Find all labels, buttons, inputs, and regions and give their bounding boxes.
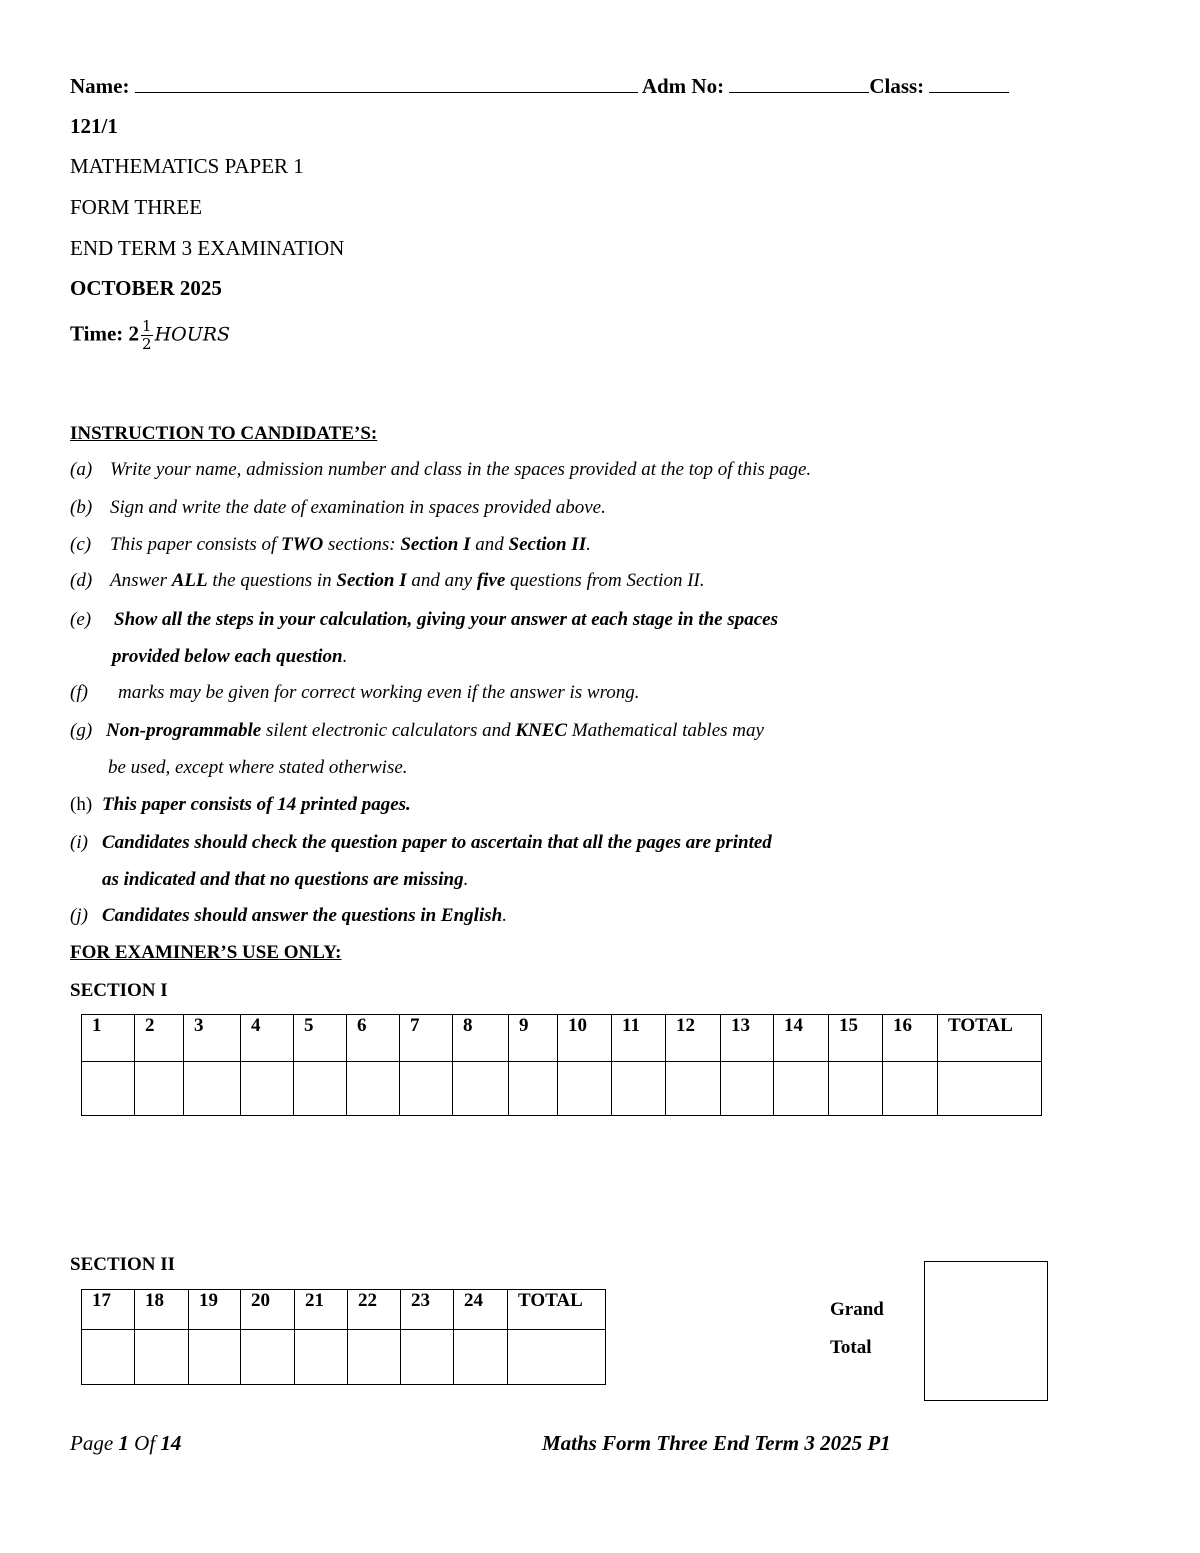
instruction-f <box>70 682 640 704</box>
instruction-c-text-1: This paper consists of <box>110 534 282 555</box>
instruction-h <box>70 794 411 816</box>
instruction-e-cont <box>112 646 347 668</box>
section1-header-cell: 11 <box>612 1015 666 1062</box>
section1-table <box>81 1014 1042 1116</box>
instruction-d-text-2: the questions in <box>207 570 337 591</box>
instruction-d-text-1: Answer <box>110 570 172 591</box>
section2-header-cell: 18 <box>135 1290 189 1330</box>
name-field[interactable] <box>135 76 638 93</box>
instruction-d-label: (d) <box>70 570 93 591</box>
instruction-f-label: (f) <box>70 682 88 703</box>
instruction-c <box>70 534 591 556</box>
section1-header-cell: 4 <box>241 1015 294 1062</box>
instruction-j-end: . <box>502 905 507 926</box>
section1-header-cell: 5 <box>294 1015 347 1062</box>
section2-mark-cell[interactable] <box>401 1330 454 1385</box>
page-current: 1 <box>118 1431 129 1455</box>
instruction-c-label: (c) <box>70 534 92 555</box>
instruction-b <box>70 497 606 519</box>
section1-header-cell: 15 <box>829 1015 883 1062</box>
instruction-i-end: . <box>463 869 469 890</box>
section1-header-cell: 1 <box>82 1015 135 1062</box>
section1-mark-cell[interactable] <box>883 1062 938 1116</box>
section2-table <box>81 1289 606 1385</box>
examiner-heading: FOR EXAMINER’S USE ONLY: <box>70 942 342 963</box>
section1-header-cell: 12 <box>666 1015 721 1062</box>
section2-label: SECTION II <box>70 1254 176 1275</box>
section1-mark-cell[interactable] <box>558 1062 612 1116</box>
instruction-g-label: (g) <box>70 720 93 741</box>
section1-total-cell[interactable] <box>938 1062 1042 1116</box>
instruction-b-label: (b) <box>70 497 93 518</box>
section2-mark-cell[interactable] <box>454 1330 508 1385</box>
section1-header-cell: 16 <box>883 1015 938 1062</box>
page-total: 14 <box>160 1431 182 1455</box>
section2-header-row <box>82 1290 606 1330</box>
instruction-g-cont <box>108 757 408 779</box>
section2-mark-cell[interactable] <box>295 1330 348 1385</box>
section1-label: SECTION I <box>70 980 168 1001</box>
section2-header-cell: 21 <box>295 1290 348 1330</box>
form-level: FORM THREE <box>70 195 203 219</box>
instruction-g-text-2: Mathematical tables may <box>567 720 764 741</box>
section2-header-cell: 17 <box>82 1290 135 1330</box>
instruction-c-text-3: and <box>470 534 509 555</box>
instruction-c-bold-section1: Section I <box>400 534 471 555</box>
time-fraction <box>141 318 153 353</box>
page-number <box>70 1431 181 1456</box>
instruction-c-text-2: sections: <box>323 534 401 555</box>
instruction-g-bold: Non-programmable <box>106 720 262 741</box>
adm-label: Adm No: <box>641 74 725 98</box>
subject-title: MATHEMATICS PAPER 1 <box>70 154 304 178</box>
section1-mark-cell[interactable] <box>347 1062 400 1116</box>
instruction-i-label: (i) <box>70 832 88 853</box>
section1-mark-cell[interactable] <box>82 1062 135 1116</box>
section1-mark-cell[interactable] <box>241 1062 294 1116</box>
instruction-h-label: (h) <box>70 794 93 815</box>
section1-mark-cell[interactable] <box>184 1062 241 1116</box>
instruction-g <box>70 720 764 742</box>
section1-mark-cell[interactable] <box>666 1062 721 1116</box>
instruction-e-end: . <box>342 646 348 667</box>
section1-header-cell: 9 <box>509 1015 558 1062</box>
section1-header-cell: 14 <box>774 1015 829 1062</box>
instruction-e <box>70 609 778 631</box>
instruction-i-line2: as indicated and that no questions are missing <box>102 869 464 890</box>
section1-mark-cell[interactable] <box>453 1062 509 1116</box>
section2-header-cell: 19 <box>189 1290 241 1330</box>
instruction-i-line1: Candidates should check the question paper to ascertain that all the pages are printed <box>102 832 772 853</box>
instruction-d-text-4: questions from Section II. <box>505 570 705 591</box>
section2-header-cell: 20 <box>241 1290 295 1330</box>
section1-header-cell: 7 <box>400 1015 453 1062</box>
section1-header-cell: 13 <box>721 1015 774 1062</box>
exam-date: OCTOBER 2025 <box>70 276 222 300</box>
section1-mark-cell[interactable] <box>774 1062 829 1116</box>
grand-total-line2: Total <box>830 1337 872 1358</box>
section1-header-cell: 8 <box>453 1015 509 1062</box>
instruction-a-text: Write your name, admission number and class in the spaces provided at the top of this page. <box>110 459 812 480</box>
paper-code: 121/1 <box>70 114 118 138</box>
instruction-e-line2: provided below each question <box>112 646 343 667</box>
instruction-a <box>70 459 811 481</box>
instruction-d-bold-section1: Section I <box>336 570 407 591</box>
section1-mark-cell[interactable] <box>400 1062 453 1116</box>
exam-title: END TERM 3 EXAMINATION <box>70 236 345 260</box>
grand-total-label <box>830 1291 884 1367</box>
instruction-e-label: (e) <box>70 609 92 630</box>
section1-mark-cell[interactable] <box>829 1062 883 1116</box>
section1-header-cell: TOTAL <box>938 1015 1042 1062</box>
page-of: Of <box>128 1431 161 1455</box>
instruction-d <box>70 570 705 592</box>
instruction-c-bold-two: TWO <box>281 534 324 555</box>
grand-total-line1: Grand <box>830 1299 884 1320</box>
instruction-j <box>70 905 507 927</box>
time-frac-num: 1 <box>142 317 152 335</box>
instruction-d-bold-five: five <box>476 570 506 591</box>
instruction-d-text-3: and any <box>406 570 477 591</box>
section1-mark-cell[interactable] <box>612 1062 666 1116</box>
section1-header-cell: 3 <box>184 1015 241 1062</box>
section1-mark-cell[interactable] <box>294 1062 347 1116</box>
section2-mark-cell[interactable] <box>189 1330 241 1385</box>
header-line <box>70 74 1009 99</box>
instruction-b-text: Sign and write the date of examination in spaces provided above. <box>110 497 606 518</box>
instruction-c-text-4: . <box>586 534 591 555</box>
section1-header-cell: 6 <box>347 1015 400 1062</box>
section1-header-cell: 10 <box>558 1015 612 1062</box>
section2-mark-cell[interactable] <box>348 1330 401 1385</box>
section1-mark-cell[interactable] <box>509 1062 558 1116</box>
instructions-heading: INSTRUCTION TO CANDIDATE’S: <box>70 423 378 444</box>
instruction-i <box>70 832 772 854</box>
instruction-f-text: marks may be given for correct working even if the answer is wrong. <box>118 682 640 703</box>
name-label: Name: <box>70 74 130 98</box>
section2-marks-row <box>82 1330 606 1385</box>
time-unit: HOURS <box>154 323 231 346</box>
section2-total-cell[interactable] <box>508 1330 606 1385</box>
instruction-g-bold-knec: KNEC <box>515 720 568 741</box>
section1-marks-row <box>82 1062 1042 1116</box>
section2-mark-cell[interactable] <box>82 1330 135 1385</box>
section2-header-cell: 23 <box>401 1290 454 1330</box>
page-prefix: Page <box>70 1431 119 1455</box>
instruction-c-bold-section2: Section II <box>508 534 587 555</box>
instruction-d-bold-all: ALL <box>171 570 208 591</box>
section1-header-cell: 2 <box>135 1015 184 1062</box>
time-allowed <box>70 318 230 353</box>
section2-header-cell: 24 <box>454 1290 508 1330</box>
section1-header-row <box>82 1015 1042 1062</box>
instruction-h-text: This paper consists of 14 printed pages. <box>102 794 411 815</box>
time-label: Time: 2 <box>70 321 140 346</box>
time-frac-den: 2 <box>142 335 152 353</box>
section2-mark-cell[interactable] <box>241 1330 295 1385</box>
instruction-g-line2: be used, except where stated otherwise. <box>108 757 408 778</box>
instruction-e-line1: Show all the steps in your calculation, giving your answer at each stage in the spaces <box>114 609 779 630</box>
instruction-j-label: (j) <box>70 905 88 926</box>
grand-total-box[interactable] <box>924 1261 1048 1401</box>
class-field[interactable] <box>929 76 1009 93</box>
instruction-i-cont <box>102 869 468 891</box>
instruction-g-text-1: silent electronic calculators and <box>261 720 516 741</box>
footer-title: Maths Form Three End Term 3 2025 P1 <box>542 1431 891 1455</box>
section1-mark-cell[interactable] <box>721 1062 774 1116</box>
section2-header-cell: TOTAL <box>508 1290 606 1330</box>
adm-field[interactable] <box>729 76 869 93</box>
instruction-a-label: (a) <box>70 459 93 480</box>
section1-mark-cell[interactable] <box>135 1062 184 1116</box>
class-label: Class: <box>869 74 925 98</box>
section2-mark-cell[interactable] <box>135 1330 189 1385</box>
section2-header-cell: 22 <box>348 1290 401 1330</box>
instruction-j-text: Candidates should answer the questions in English <box>102 905 503 926</box>
